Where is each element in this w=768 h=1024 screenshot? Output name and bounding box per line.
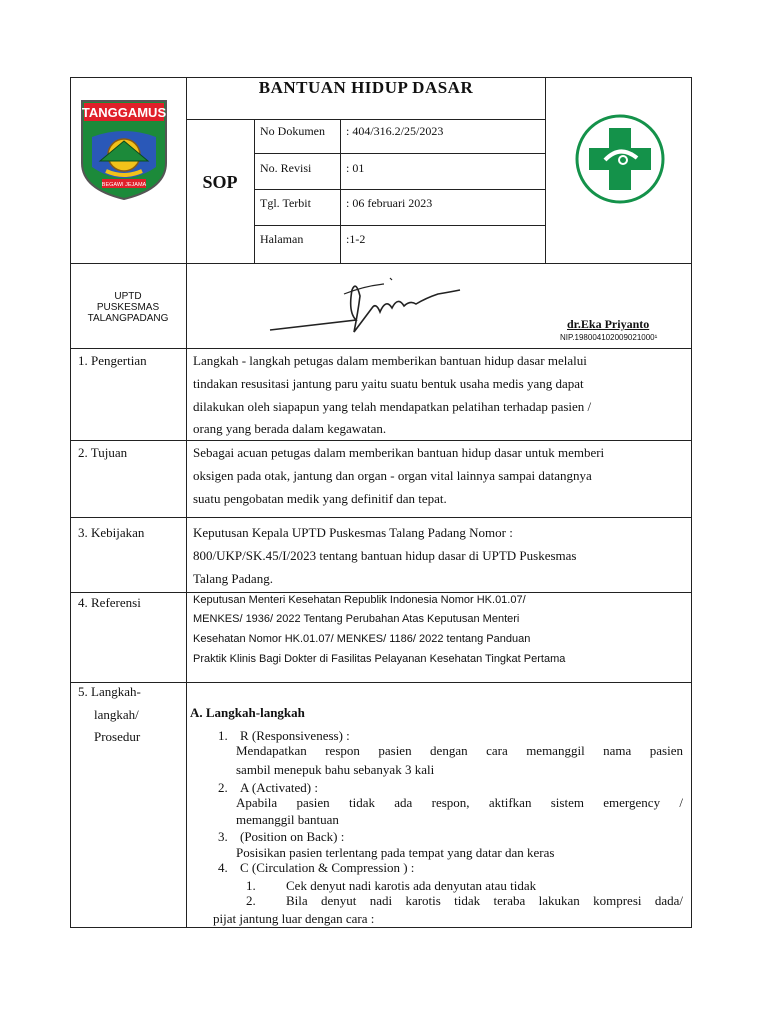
step-2-title: A (Activated) : <box>240 780 318 795</box>
tujuan-line-1: Sebagai acuan petugas dalam memberikan bantuan hidup dasar untuk memberi <box>193 445 605 460</box>
unit-line-3: TALANGPADANG <box>87 313 169 324</box>
referensi-line-1: Keputusan Menteri Kesehatan Republik Indonesia Nomor HK.01.07/ <box>193 594 526 606</box>
border-bottom <box>70 927 692 928</box>
pengertian-line-4: orang yang berada dalam kegawatan. <box>193 421 387 436</box>
meta-value-no-revisi: : 01 <box>346 161 365 175</box>
health-cross-logo <box>575 114 665 204</box>
meta-label-halaman: Halaman <box>260 232 304 246</box>
document-title: BANTUAN HIDUP DASAR <box>258 78 474 97</box>
meta-label-tgl-terbit: Tgl. Terbit <box>260 196 311 210</box>
section-label-prosedur-2: langkah/ <box>94 707 139 722</box>
referensi-line-4: Praktik Klinis Bagi Dokter di Fasilitas Pelayanan Kesehatan Tingkat Pertama <box>193 653 566 665</box>
kebijakan-line-1: Keputusan Kepala UPTD Puskesmas Talang Padang Nomor : <box>193 525 513 540</box>
logo-left-motto: BEGAWI JEJAMA <box>101 182 147 188</box>
meta-label-no-dokumen: No Dokumen <box>260 124 325 138</box>
step-1-body-1: Mendapatkan respon pasien dengan cara memanggil nama pasien <box>236 743 683 758</box>
prosedur-continuation: pijat jantung luar dengan cara : <box>213 911 375 926</box>
step-1-num: 1. <box>218 728 228 743</box>
step-1-title: R (Responsiveness) : <box>240 728 350 743</box>
step-2-num: 2. <box>218 780 228 795</box>
section-label-prosedur-1: 5. Langkah- <box>78 684 141 699</box>
kebijakan-line-3: Talang Padang. <box>193 571 273 586</box>
signer-name: dr.Eka Priyanto <box>567 317 650 331</box>
substep-1-num: 1. <box>246 878 256 893</box>
step-2-body-1: Apabila pasien tidak ada respon, aktifkan sistem emergency / <box>236 795 683 810</box>
section-label-pengertian: 1. Pengertian <box>78 353 147 368</box>
signer-nip: NIP.198004102009021000¹ <box>560 333 658 342</box>
substep-1-text: Cek denyut nadi karotis ada denyutan atau tidak <box>286 878 537 893</box>
substep-2-num: 2. <box>246 893 256 908</box>
step-4-num: 4. <box>218 860 228 875</box>
logo-left-text: TANGGAMUS <box>81 105 167 120</box>
meta-value-no-dokumen: : 404/316.2/25/2023 <box>346 124 444 138</box>
unit-line-1: UPTD <box>114 291 142 302</box>
section-label-tujuan: 2. Tujuan <box>78 445 128 460</box>
border-left <box>70 77 71 928</box>
unit-line-2: PUSKESMAS <box>96 302 160 313</box>
section-label-prosedur-3: Prosedur <box>94 729 141 744</box>
section-label-referensi: 4. Referensi <box>78 595 141 610</box>
step-4-title: C (Circulation & Compression ) : <box>240 860 415 875</box>
step-2-body-2: memanggil bantuan <box>236 812 339 827</box>
prosedur-heading: A. Langkah-langkah <box>190 705 305 720</box>
pengertian-line-2: tindakan resusitasi jantung paru yaitu suatu bentuk usaha medis yang dapat <box>193 376 584 391</box>
pengertian-line-1: Langkah - langkah petugas dalam memberikan bantuan hidup dasar melalui <box>193 353 587 368</box>
signature-image <box>260 272 480 342</box>
substep-2-text: Bila denyut nadi karotis tidak teraba lakukan kompresi dada/ <box>286 893 683 908</box>
meta-label-no-revisi: No. Revisi <box>260 161 312 175</box>
step-3-title: (Position on Back) : <box>240 829 345 844</box>
tujuan-line-2: oksigen pada otak, jantung dan organ - organ vital lainnya sampai datangnya <box>193 468 592 483</box>
border-right <box>691 77 692 928</box>
referensi-line-2: MENKES/ 1936/ 2022 Tentang Perubahan Atas Keputusan Menteri <box>193 613 520 625</box>
step-3-num: 3. <box>218 829 228 844</box>
sop-document <box>70 77 692 928</box>
tanggamus-logo <box>78 97 170 201</box>
step-1-body-2: sambil menepuk bahu sebanyak 3 kali <box>236 762 435 777</box>
meta-value-tgl-terbit: : 06 februari 2023 <box>346 196 433 210</box>
tujuan-line-3: suatu pengobatan medik yang definitif dan tepat. <box>193 491 447 506</box>
sop-label: SOP <box>202 172 238 192</box>
step-3-body-1: Posisikan pasien terlentang pada tempat yang datar dan keras <box>236 845 555 860</box>
section-label-kebijakan: 3. Kebijakan <box>78 525 145 540</box>
kebijakan-line-2: 800/UKP/SK.45/I/2023 tentang bantuan hidup dasar di UPTD Puskesmas <box>193 548 577 563</box>
referensi-line-3: Kesehatan Nomor HK.01.07/ MENKES/ 1186/ 2022 tentang Panduan <box>193 633 531 645</box>
pengertian-line-3: dilakukan oleh siapapun yang telah mendapatkan pelatihan terhadap pasien / <box>193 399 592 414</box>
meta-value-halaman: :1-2 <box>346 232 366 246</box>
